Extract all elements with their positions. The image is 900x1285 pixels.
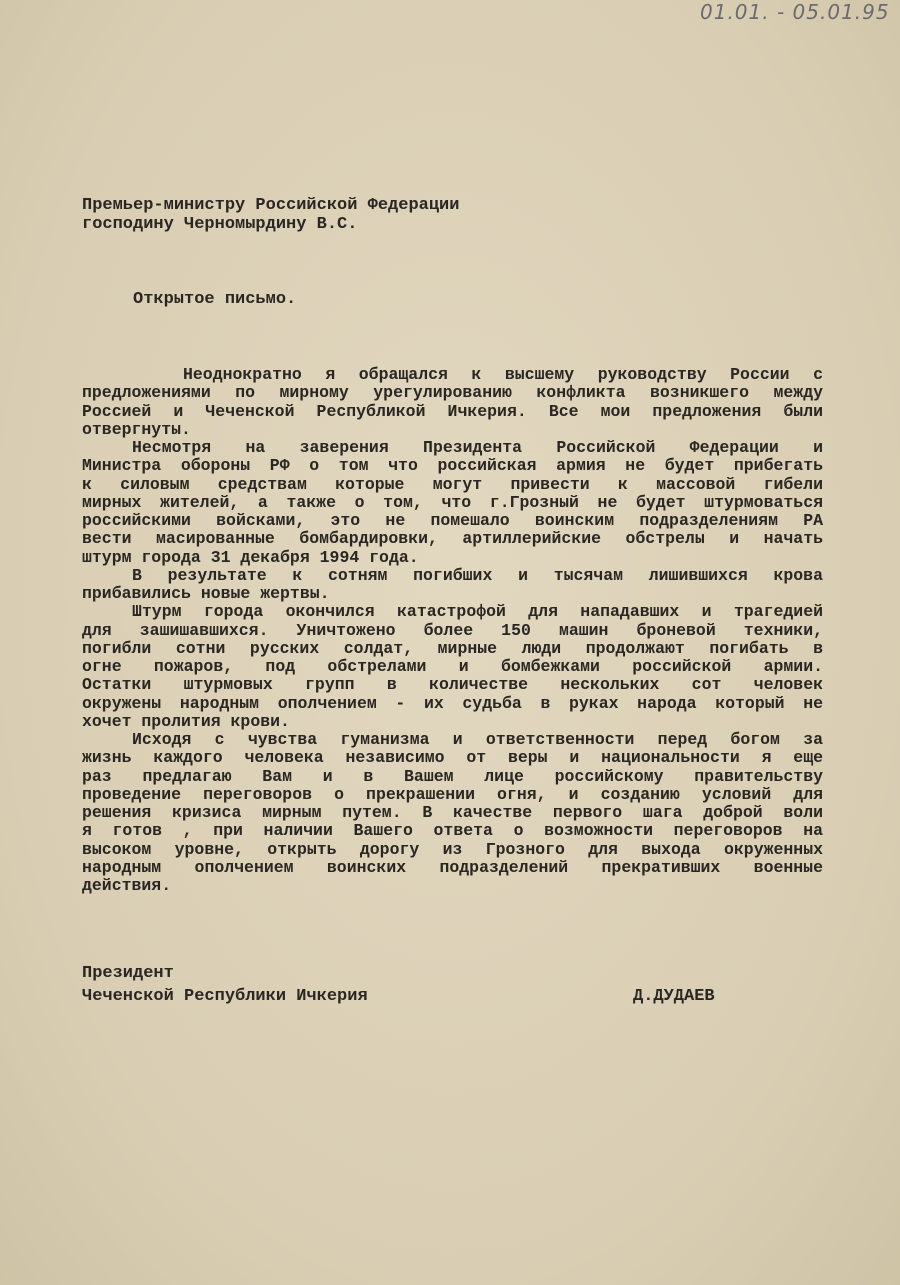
letter-title: Открытое письмо.	[133, 290, 297, 309]
addressee	[82, 196, 459, 234]
body-line: российскими войсками, это не помешало воинским подразделениям РА	[82, 511, 823, 530]
body-line: решения кризиса мирным путем. В качестве первого шага доброй воли	[82, 803, 823, 822]
body-line: Остатки штурмовых групп в количестве нескольких сот человек	[82, 675, 823, 695]
letter-body	[82, 366, 823, 895]
body-line: Неоднократно я обращался к высшему руководству России с	[183, 365, 823, 384]
signatory-title-line: Президент	[82, 964, 174, 983]
addressee-line: Премьер-министру Российской Федерации	[82, 196, 460, 215]
body-line: Штурм города окончился катастрофой для нападавших и трагедией	[132, 602, 823, 622]
body-line: штурм города 31 декабря 1994 года.	[82, 547, 419, 567]
body-line: В результате к сотням погибших и тысячам лишившихся крова	[132, 565, 823, 585]
body-line: высоком уровне, открыть дорогу из Грозного для выхода окруженных	[82, 839, 823, 859]
handwritten-date-annotation: 01.01. - 05.01.95	[700, 0, 890, 24]
addressee-line: господину Черномырдину В.С.	[82, 215, 358, 234]
body-line: окружены народным ополчением - их судьба в руках народа который не	[82, 693, 823, 713]
body-line: я готов , при наличии Вашего ответа о возможности переговоров на	[82, 821, 823, 841]
body-line: жизнь каждого человека независимо от веры и национальности я еще	[82, 748, 823, 768]
body-line: предложениями по мирному урегулированию конфликта возникшего между	[82, 383, 823, 403]
body-line: действия.	[82, 876, 172, 895]
body-line: Россией и Чеченской Республикой Ичкерия. Все мои предложения были	[82, 401, 823, 421]
body-line: проведение переговоров о прекрашении огня, и созданию условий для	[82, 784, 823, 804]
body-line: хочет пролития крови.	[82, 711, 290, 731]
body-line: вести масированные бомбардировки, артиллерийские обстрелы и начать	[82, 529, 823, 549]
body-line: отвергнуты.	[82, 419, 191, 439]
body-line: мирных жителей, а также о том, что г.Грозный не будет штурмоваться	[82, 492, 823, 512]
body-line: раз предлагаю Вам и в Вашем лице российскому правительству	[82, 766, 823, 786]
signatory-title-line: Чеченской Республики Ичкерия	[82, 987, 368, 1006]
body-line: Исходя с чувства гуманизма и ответственности перед богом за	[132, 730, 823, 749]
body-line: для зашишавшихся. Уничтожено более 150 машин броневой техники,	[82, 620, 823, 640]
body-line: огне пожаров, под обстрелами и бомбежками российской армии.	[82, 657, 823, 676]
signatory-title	[82, 962, 368, 1008]
body-line: погибли сотни русских солдат, мирные люди продолжают погибать в	[82, 638, 823, 658]
body-line: к силовым средствам которые могут привести к массовой гибели	[82, 474, 823, 494]
signatory-name: Д.ДУДАЕВ	[633, 987, 715, 1006]
body-line: прибавились новые жертвы.	[82, 584, 330, 603]
body-line: народным ополчением воинских подразделений прекративших военные	[82, 857, 823, 877]
body-line: Министра обороны РФ о том что российская армия не будет прибегать	[82, 456, 823, 476]
body-line: Несмотря на заверения Президента Российской Федерации и	[132, 438, 823, 457]
